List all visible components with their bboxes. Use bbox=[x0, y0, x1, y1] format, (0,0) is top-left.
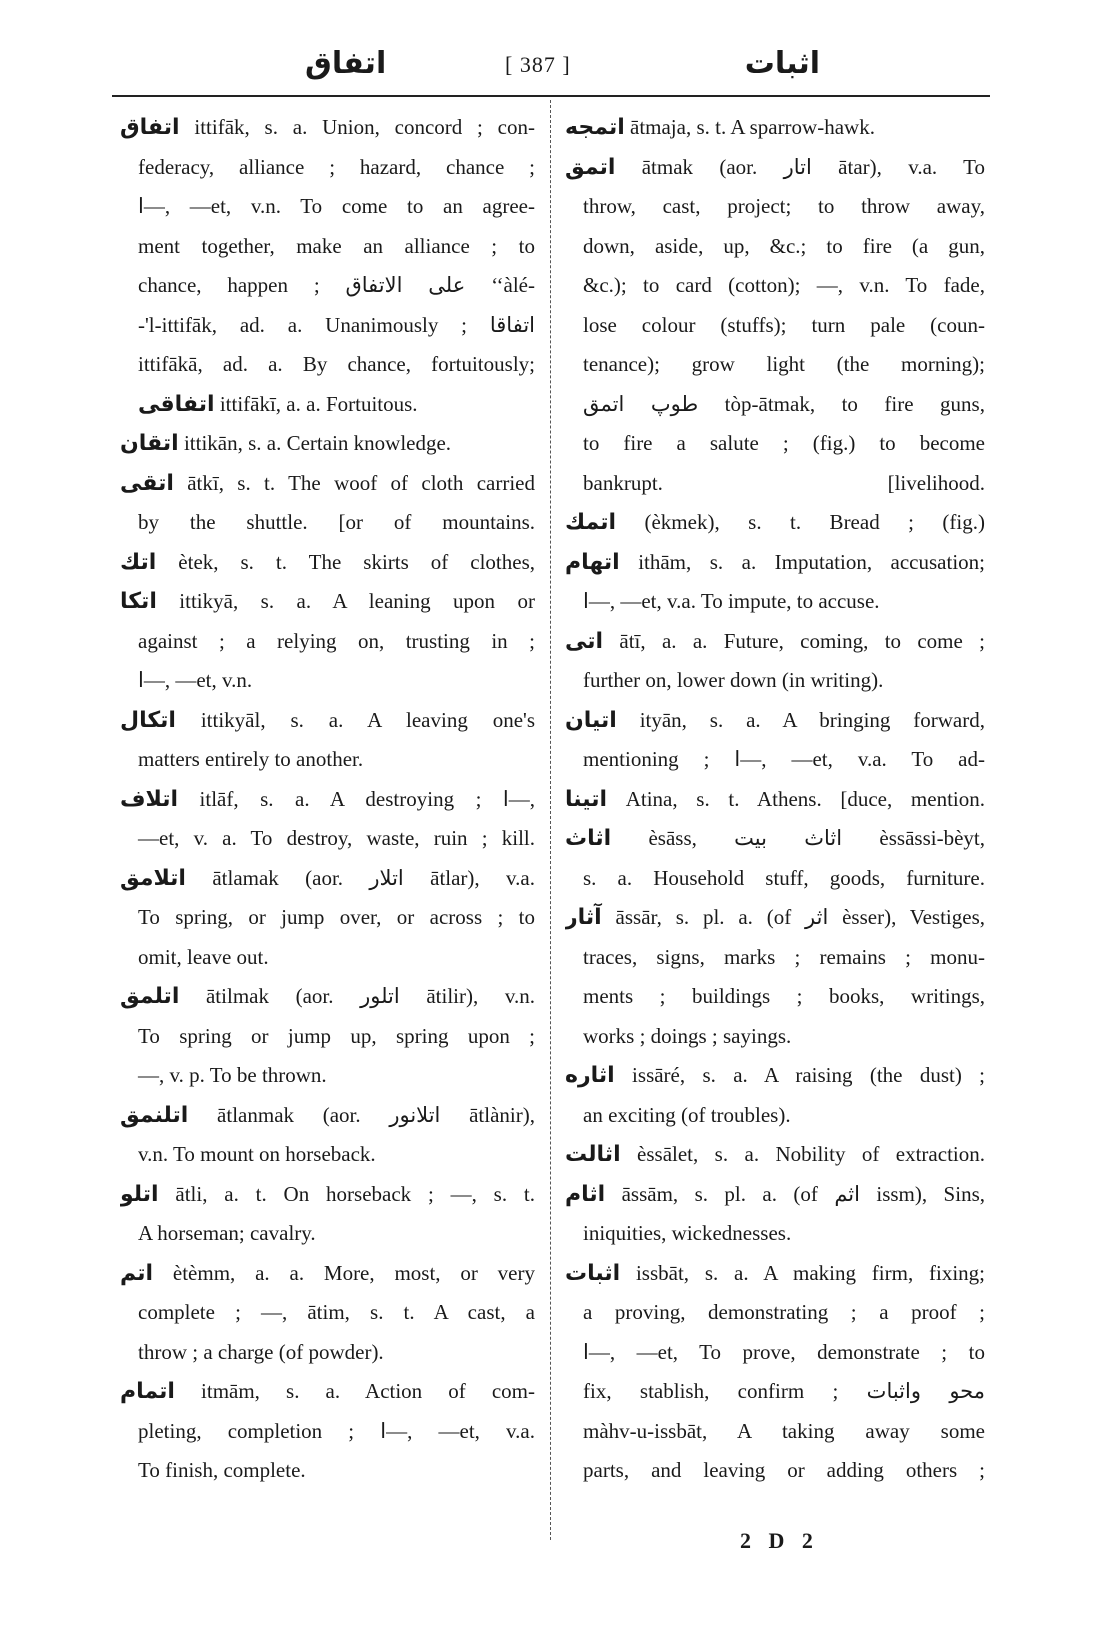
entry-headword: اتمك bbox=[565, 510, 617, 535]
entry-line bbox=[120, 977, 535, 1017]
entry-line bbox=[120, 898, 535, 938]
entry-line bbox=[120, 1135, 535, 1175]
entry-text: ithām, s. a. Imputation, accusation; bbox=[619, 549, 985, 574]
entry-text: iniquities, wickednesses. bbox=[583, 1221, 792, 1245]
entry-text: federacy, alliance ; hazard, chance ; bbox=[138, 154, 535, 179]
entry-line bbox=[120, 543, 535, 583]
entry-headword: اتفاق bbox=[120, 115, 180, 140]
entry-line bbox=[565, 701, 985, 741]
entry-text: traces, signs, marks ; remains ; monu- bbox=[583, 944, 985, 969]
signature-mark: 2 D 2 bbox=[740, 1528, 819, 1553]
entry-headword: اتلاف bbox=[120, 786, 179, 812]
entry-line bbox=[565, 780, 985, 820]
entry-text: (èkmek), s. t. Bread ; (fig.) bbox=[616, 510, 985, 534]
entry-line bbox=[565, 1451, 985, 1491]
entry-text: ètek, s. t. The skirts of clothes, bbox=[156, 549, 535, 574]
entry-line bbox=[565, 622, 985, 662]
right-column bbox=[565, 108, 985, 1491]
entry-text: ètèmm, a. a. More, most, or very bbox=[153, 1260, 535, 1285]
entry-line bbox=[120, 1254, 535, 1294]
entry-line bbox=[565, 1056, 985, 1096]
entry-line bbox=[120, 1056, 535, 1096]
entry-text: fix, stablish, confirm ; محو واثبات bbox=[583, 1379, 985, 1403]
entry-line bbox=[120, 1017, 535, 1057]
entry-headword: اثالت bbox=[565, 1142, 621, 1167]
entry-line bbox=[565, 977, 985, 1017]
entry-headword: اتمجه bbox=[565, 115, 625, 140]
entry-headword: اثاره bbox=[565, 1063, 615, 1088]
entry-headword: اتفاقى bbox=[138, 391, 215, 417]
entry-text: ittikyāl, s. a. A leaving one's bbox=[175, 707, 535, 732]
entry-text: itmām, s. a. Action of com- bbox=[174, 1379, 535, 1403]
entry-text: an exciting (of troubles). bbox=[583, 1102, 791, 1127]
entry-headword: اتك bbox=[120, 549, 157, 575]
entry-headword: اتهام bbox=[565, 549, 620, 575]
entry-text: omit, leave out. bbox=[138, 944, 269, 969]
entry-text: ment together, make an alliance ; to bbox=[138, 233, 535, 258]
entry-line bbox=[565, 424, 985, 464]
entry-line bbox=[565, 1135, 985, 1175]
entry-text: āssār, s. pl. a. (of اثر èsser), Vestiges, bbox=[601, 905, 985, 929]
entry-line bbox=[120, 780, 535, 820]
entry-headword: اتكا bbox=[120, 589, 157, 614]
entry-headword: اتقان bbox=[120, 431, 179, 456]
entry-line bbox=[565, 898, 985, 938]
entry-text: to fire a salute ; (fig.) to become bbox=[583, 431, 985, 455]
entry-text: ا—, —et, To prove, demonstrate ; to bbox=[583, 1339, 985, 1364]
entry-text: ātmak (aor. اتار ātar), v.a. To bbox=[615, 154, 985, 179]
entry-line bbox=[120, 503, 535, 543]
entry-line bbox=[120, 187, 535, 227]
entry-text: ittifāk, s. a. Union, concord ; con- bbox=[179, 115, 535, 139]
entry-line bbox=[565, 1333, 985, 1373]
entry-line bbox=[565, 108, 985, 148]
entry-line bbox=[120, 1175, 535, 1215]
entry-line bbox=[565, 503, 985, 543]
entry-line bbox=[120, 1293, 535, 1333]
entry-text: To spring or jump up, spring upon ; bbox=[138, 1023, 535, 1048]
entry-line bbox=[565, 187, 985, 227]
entry-text: ātilmak (aor. اتلور ātilir), v.n. bbox=[179, 984, 535, 1008]
entry-text: ا—, —et, v.a. To impute, to accuse. bbox=[583, 589, 880, 613]
column-divider bbox=[550, 100, 551, 1540]
entry-headword: اتقى bbox=[120, 470, 174, 496]
entry-text: -'l-ittifāk, ad. a. Unanimously ; اتفاقا bbox=[138, 312, 535, 337]
header-right-word: اثبات bbox=[744, 46, 820, 81]
entry-text: èssālet, s. a. Nobility of extraction. bbox=[620, 1142, 985, 1166]
entry-line bbox=[120, 464, 535, 504]
entry-text: —, v. p. To be thrown. bbox=[138, 1063, 327, 1087]
entry-line bbox=[565, 266, 985, 306]
entry-headword: اثبات bbox=[565, 1260, 621, 1286]
left-column bbox=[120, 108, 535, 1491]
entry-line bbox=[565, 227, 985, 267]
entry-text: itlāf, s. a. A destroying ; ا—, bbox=[178, 786, 535, 811]
entry-line bbox=[120, 424, 535, 464]
entry-text: by the shuttle. [or of mountains. bbox=[138, 510, 535, 534]
entry-line bbox=[565, 938, 985, 978]
entry-text: mentioning ; ا—, —et, v.a. To ad- bbox=[583, 747, 985, 771]
entry-text: tenance); grow light (the morning); bbox=[583, 352, 985, 376]
entry-line bbox=[120, 938, 535, 978]
entry-line bbox=[565, 148, 985, 188]
entry-line bbox=[120, 345, 535, 385]
entry-text: parts, and leaving or adding others ; bbox=[583, 1458, 985, 1482]
entry-headword: اتلو bbox=[120, 1181, 159, 1207]
entry-line bbox=[120, 1412, 535, 1452]
entry-line bbox=[120, 661, 535, 701]
entry-line bbox=[120, 227, 535, 267]
entry-text: āssām, s. pl. a. (of اثم issm), Sins, bbox=[605, 1181, 985, 1206]
entry-line bbox=[120, 859, 535, 899]
entry-line bbox=[120, 819, 535, 859]
entry-text: ātkī, s. t. The woof of cloth carried bbox=[173, 470, 535, 495]
entry-line bbox=[565, 859, 985, 899]
entry-headword: اتمق bbox=[565, 154, 616, 180]
entry-line bbox=[120, 385, 535, 425]
entry-text: ātlamak (aor. اتلار ātlar), v.a. bbox=[185, 865, 535, 890]
entry-text: chance, happen ; على الاتفاق ‘‘àlé- bbox=[138, 273, 535, 297]
entry-line bbox=[120, 266, 535, 306]
entry-text: bankrupt. [livelihood. bbox=[583, 470, 985, 495]
entry-headword: اتكال bbox=[120, 707, 176, 733]
entry-headword: اتى bbox=[565, 628, 604, 654]
entry-headword: اتمام bbox=[120, 1379, 175, 1404]
entry-text: طوپ اتمق tòp-ātmak, to fire guns, bbox=[583, 391, 985, 416]
entry-headword: اتلامق bbox=[120, 865, 186, 891]
entry-text: ittikyā, s. a. A leaning upon or bbox=[156, 589, 535, 613]
entry-text: issbāt, s. a. A making firm, fixing; bbox=[620, 1260, 985, 1285]
entry-text: v.n. To mount on horseback. bbox=[138, 1142, 376, 1166]
entry-text: against ; a relying on, trusting in ; bbox=[138, 628, 535, 653]
entry-line bbox=[120, 740, 535, 780]
entry-line bbox=[565, 306, 985, 346]
entry-text: —et, v. a. To destroy, waste, ruin ; kill. bbox=[138, 826, 535, 850]
entry-text: ittifākī, a. a. Fortuitous. bbox=[214, 391, 418, 416]
header-rule bbox=[112, 95, 990, 97]
entry-text: ātī, a. a. Future, coming, to come ; bbox=[603, 628, 985, 653]
entry-line bbox=[565, 819, 985, 859]
entry-line bbox=[565, 345, 985, 385]
entry-headword: آثار bbox=[565, 905, 602, 930]
entry-text: a proving, demonstrating ; a proof ; bbox=[583, 1300, 985, 1324]
entry-text: ittikān, s. a. Certain knowledge. bbox=[178, 431, 452, 455]
entry-line bbox=[120, 1096, 535, 1136]
entry-text: &c.); to card (cotton); —, v.n. To fade, bbox=[583, 273, 985, 297]
entry-text: ا—, —et, v.n. To come to an agree- bbox=[138, 194, 535, 218]
entry-text: ityān, s. a. A bringing forward, bbox=[616, 707, 985, 732]
entry-headword: اتلمق bbox=[120, 984, 180, 1009]
entry-line bbox=[120, 701, 535, 741]
entry-line bbox=[565, 1214, 985, 1254]
entry-line bbox=[120, 1372, 535, 1412]
entry-line bbox=[120, 1214, 535, 1254]
entry-line bbox=[565, 740, 985, 780]
entry-line bbox=[120, 1333, 535, 1373]
entry-text: Atina, s. t. Athens. [duce, mention. bbox=[607, 786, 985, 811]
entry-text: issāré, s. a. A raising (the dust) ; bbox=[614, 1063, 985, 1087]
entry-text: ittifākā, ad. a. By chance, fortuitously; bbox=[138, 352, 535, 376]
entry-headword: اثام bbox=[565, 1181, 606, 1207]
page-number: [ 387 ] bbox=[505, 52, 571, 77]
entry-line bbox=[565, 1175, 985, 1215]
entry-text: màhv-u-issbāt, A taking away some bbox=[583, 1418, 985, 1443]
entry-text: ments ; buildings ; books, writings, bbox=[583, 984, 985, 1008]
entry-headword: اثاث bbox=[565, 826, 612, 851]
entry-headword: اتلنمق bbox=[120, 1102, 189, 1128]
entry-headword: اتيان bbox=[565, 707, 617, 733]
entry-text: works ; doings ; sayings. bbox=[583, 1023, 792, 1048]
entry-text: A horseman; cavalry. bbox=[138, 1221, 316, 1245]
entry-line bbox=[565, 1372, 985, 1412]
entry-text: matters entirely to another. bbox=[138, 747, 364, 771]
entry-line bbox=[565, 543, 985, 583]
entry-text: To finish, complete. bbox=[138, 1458, 306, 1482]
entry-text: ātli, a. t. On horseback ; —, s. t. bbox=[158, 1181, 535, 1206]
entry-text: down, aside, up, &c.; to fire (a gun, bbox=[583, 233, 985, 258]
entry-line bbox=[565, 1254, 985, 1294]
entry-text: pleting, completion ; ا—, —et, v.a. bbox=[138, 1418, 535, 1443]
entry-text: ātlanmak (aor. اتلانور ātlànir), bbox=[188, 1102, 535, 1127]
entry-line bbox=[120, 622, 535, 662]
entry-text: further on, lower down (in writing). bbox=[583, 668, 884, 692]
entry-line bbox=[565, 1412, 985, 1452]
entry-line bbox=[120, 108, 535, 148]
entry-text: ātmaja, s. t. A sparrow-hawk. bbox=[624, 115, 875, 139]
entry-text: lose colour (stuffs); turn pale (coun- bbox=[583, 312, 985, 337]
entry-text: throw, cast, project; to throw away, bbox=[583, 194, 985, 218]
entry-line bbox=[565, 661, 985, 701]
entry-line bbox=[565, 1293, 985, 1333]
entry-text: èsāss, اثاث بيت èssāssi-bèyt, bbox=[611, 826, 985, 850]
entry-line bbox=[120, 306, 535, 346]
entry-line bbox=[565, 1096, 985, 1136]
entry-line bbox=[120, 582, 535, 622]
entry-line bbox=[565, 1017, 985, 1057]
entry-text: To spring, or jump over, or across ; to bbox=[138, 905, 535, 929]
entry-line bbox=[120, 1451, 535, 1491]
entry-line bbox=[565, 582, 985, 622]
entry-line bbox=[120, 148, 535, 188]
entry-headword: اتينا bbox=[565, 786, 608, 812]
page-header bbox=[110, 40, 990, 100]
entry-text: ا—, —et, v.n. bbox=[138, 668, 253, 692]
entry-text: throw ; a charge (of powder). bbox=[138, 1339, 384, 1364]
entry-text: complete ; —, ātim, s. t. A cast, a bbox=[138, 1300, 535, 1324]
entry-line bbox=[565, 464, 985, 504]
entry-text: s. a. Household stuff, goods, furniture. bbox=[583, 865, 985, 890]
header-left-word: اتفاق bbox=[305, 46, 387, 81]
entry-headword: اتم bbox=[120, 1260, 154, 1286]
entry-line bbox=[565, 385, 985, 425]
